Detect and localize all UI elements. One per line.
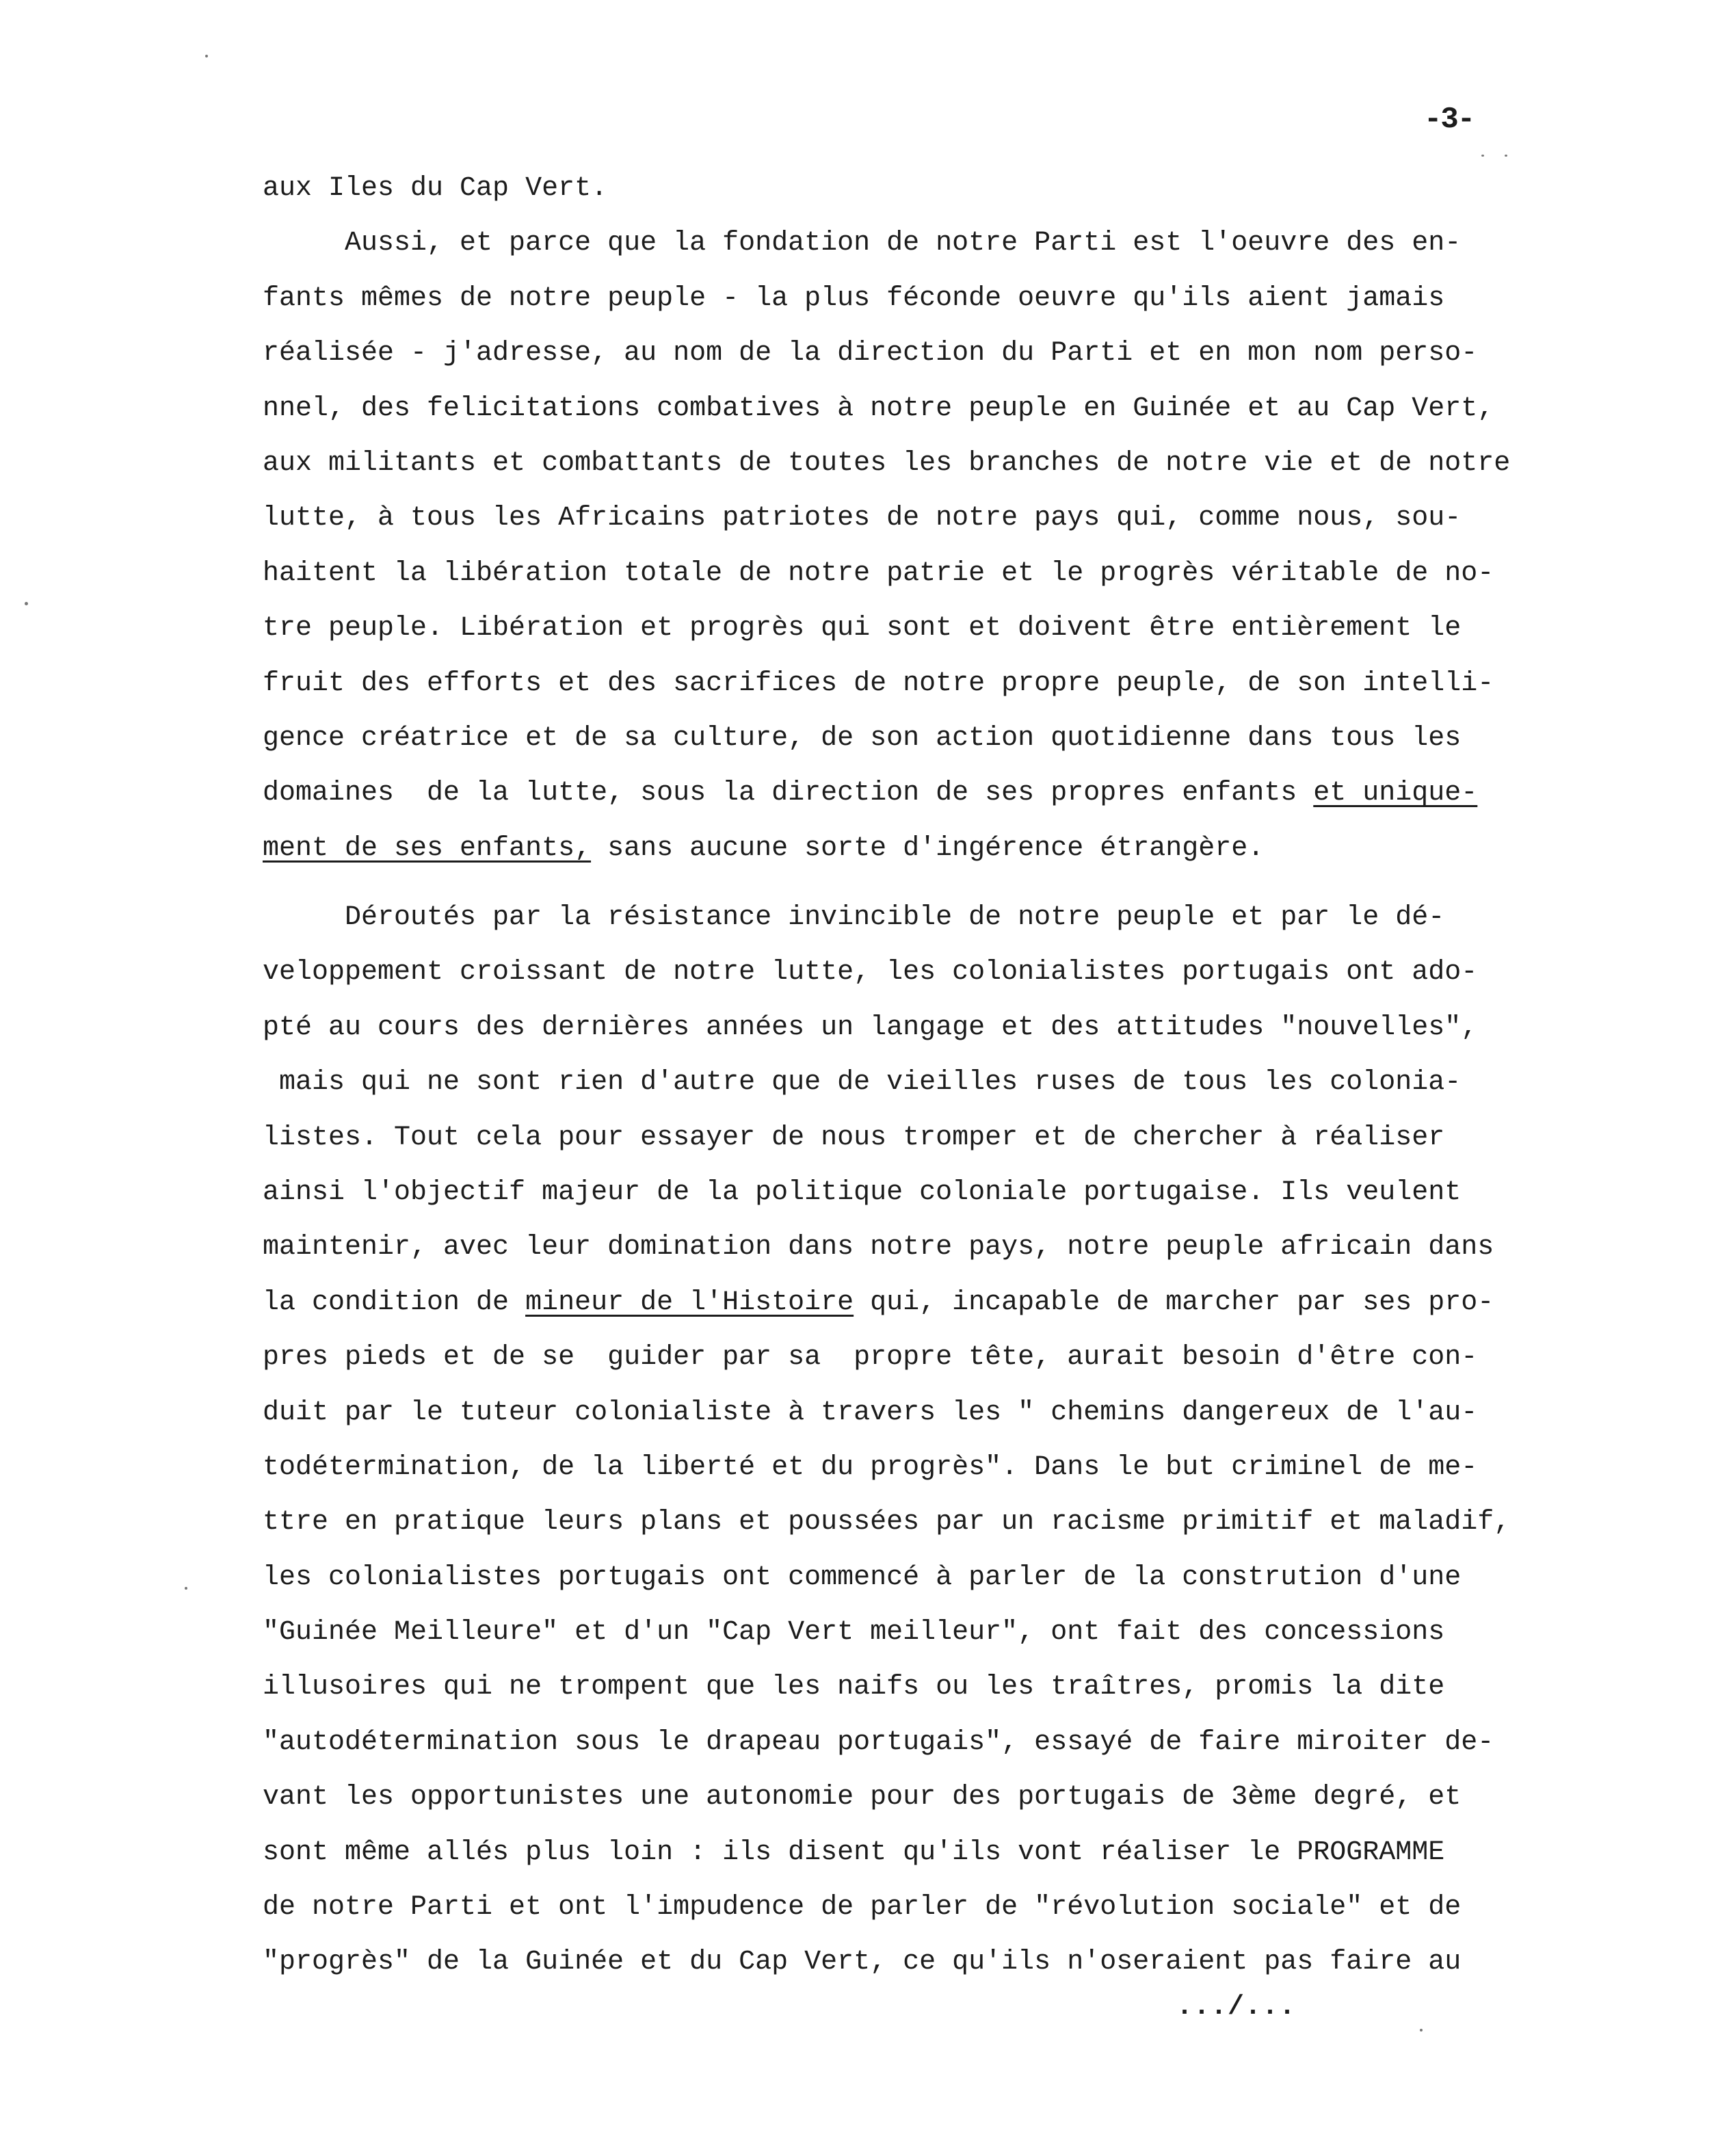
scan-speck <box>1481 155 1484 157</box>
line-text: todétermination, de la liberté et du progrès". Dans le but criminel de me- <box>263 1451 1478 1483</box>
text-line <box>263 1166 1583 1220</box>
text-line <box>263 1770 1583 1825</box>
line-text: gence créatrice et de sa culture, de son action quotidienne dans tous les <box>263 722 1462 754</box>
text-line <box>263 1826 1583 1880</box>
line-text: la condition de <box>263 1287 526 1318</box>
page-number: -3- <box>1424 103 1475 137</box>
text-line <box>263 1551 1583 1605</box>
text-line <box>263 1441 1583 1495</box>
line-text: listes. Tout cela pour essayer de nous tromper et de chercher à réaliser <box>263 1122 1445 1153</box>
text-line <box>263 1605 1583 1660</box>
paragraph-2 <box>263 891 1583 1990</box>
line-text: réalisée - j'adresse, au nom de la direction du Parti et en mon nom perso- <box>263 338 1478 369</box>
line-text: "autodétermination sous le drapeau portugais", essayé de faire miroiter de- <box>263 1726 1494 1758</box>
line-text: mais qui ne sont rien d'autre que de vieilles ruses de tous les colonia- <box>263 1067 1462 1099</box>
line-text: fruit des efforts et des sacrifices de notre propre peuple, de son intelli- <box>263 668 1494 699</box>
underlined-text: ment de ses enfants, <box>263 832 592 864</box>
line-text: illusoires qui ne trompent que les naifs ou les traîtres, promis la dite <box>263 1672 1445 1703</box>
line-text: domaines de la lutte, sous la direction de ses propres enfants <box>263 778 1314 809</box>
text-line <box>263 1386 1583 1441</box>
line-text: nnel, des felicitations combatives à notre peuple en Guinée et au Cap Vert, <box>263 393 1494 424</box>
text-line <box>263 945 1583 1000</box>
line-text: sans aucune sorte d'ingérence étrangère. <box>591 832 1265 864</box>
line-text: tre peuple. Libération et progrès qui sont et doivent être entièrement le <box>263 613 1462 644</box>
line-text: pté au cours des dernières années un langage et des attitudes "nouvelles", <box>263 1012 1478 1043</box>
line-text: pres pieds et de se guider par sa propre tête, aurait besoin d'être con- <box>263 1342 1478 1373</box>
text-line <box>263 382 1583 436</box>
text-line <box>263 821 1583 876</box>
text-line <box>263 1935 1583 1990</box>
line-text: ttre en pratique leurs plans et poussées par un racisme primitif et maladif, <box>263 1507 1511 1538</box>
text-line <box>263 547 1583 601</box>
text-line <box>263 216 1583 271</box>
line-text: duit par le tuteur colonialiste à travers les " chemins dangereux de l'au- <box>263 1397 1478 1428</box>
line-text: sont même allés plus loin : ils disent qu'ils vont réaliser le PROGRAMME <box>263 1837 1445 1868</box>
line-text: ainsi l'objectif majeur de la politique coloniale portugaise. Ils veulent <box>263 1176 1462 1208</box>
text-line <box>263 657 1583 711</box>
scan-speck <box>25 602 28 605</box>
continuation-mark: .../... <box>1176 1992 1297 2023</box>
line-text: fants mêmes de notre peuple - la plus féconde oeuvre qu'ils aient jamais <box>263 282 1445 314</box>
line-text: Aussi, et parce que la fondation de notre Parti est l'oeuvre des en- <box>263 228 1462 259</box>
scan-speck <box>205 55 208 57</box>
paragraph-1 <box>263 161 1583 876</box>
text-line <box>263 1715 1583 1770</box>
line-text: lutte, à tous les Africains patriotes de notre pays qui, comme nous, sou- <box>263 503 1462 534</box>
text-line <box>263 1111 1583 1166</box>
scan-speck <box>185 1587 187 1590</box>
text-line <box>263 436 1583 491</box>
line-text: les colonialistes portugais ont commencé à parler de la constrution d'une <box>263 1562 1462 1593</box>
text-line <box>263 891 1583 945</box>
text-line <box>263 1220 1583 1275</box>
line-text: aux militants et combattants de toutes les branches de notre vie et de notre <box>263 447 1511 479</box>
text-line <box>263 272 1583 326</box>
text-line <box>263 766 1583 821</box>
text-line <box>263 601 1583 656</box>
text-line <box>263 1276 1583 1330</box>
line-text: "Guinée Meilleure" et d'un "Cap Vert meilleur", ont fait des concessions <box>263 1617 1445 1648</box>
underlined-text: et unique- <box>1313 778 1478 809</box>
scan-speck <box>1505 155 1507 157</box>
line-text: "progrès" de la Guinée et du Cap Vert, ce qu'ils n'oseraient pas faire au <box>263 1947 1462 1978</box>
line-text: de notre Parti et ont l'impudence de parler de "révolution sociale" et de <box>263 1892 1462 1923</box>
text-line <box>263 1001 1583 1055</box>
text-line <box>263 326 1583 381</box>
text-line <box>263 491 1583 546</box>
line-text: haitent la libération totale de notre patrie et le progrès véritable de no- <box>263 557 1494 589</box>
text-line <box>263 161 1583 216</box>
line-text: veloppement croissant de notre lutte, les colonialistes portugais ont ado- <box>263 957 1478 988</box>
text-line <box>263 1880 1583 1935</box>
line-text: vant les opportunistes une autonomie pour des portugais de 3ème degré, et <box>263 1782 1462 1813</box>
line-text: qui, incapable de marcher par ses pro- <box>854 1287 1494 1318</box>
line-text: maintenir, avec leur domination dans notre pays, notre peuple africain dans <box>263 1232 1494 1263</box>
text-line <box>263 1660 1583 1715</box>
scan-speck <box>1420 2029 1423 2032</box>
line-text: Déroutés par la résistance invincible de notre peuple et par le dé- <box>263 902 1445 933</box>
text-line <box>263 1055 1583 1110</box>
text-line <box>263 711 1583 766</box>
underlined-text: mineur de l'Histoire <box>525 1287 854 1318</box>
text-line <box>263 1330 1583 1385</box>
line-text: aux Iles du Cap Vert. <box>263 173 608 204</box>
text-line <box>263 1495 1583 1550</box>
